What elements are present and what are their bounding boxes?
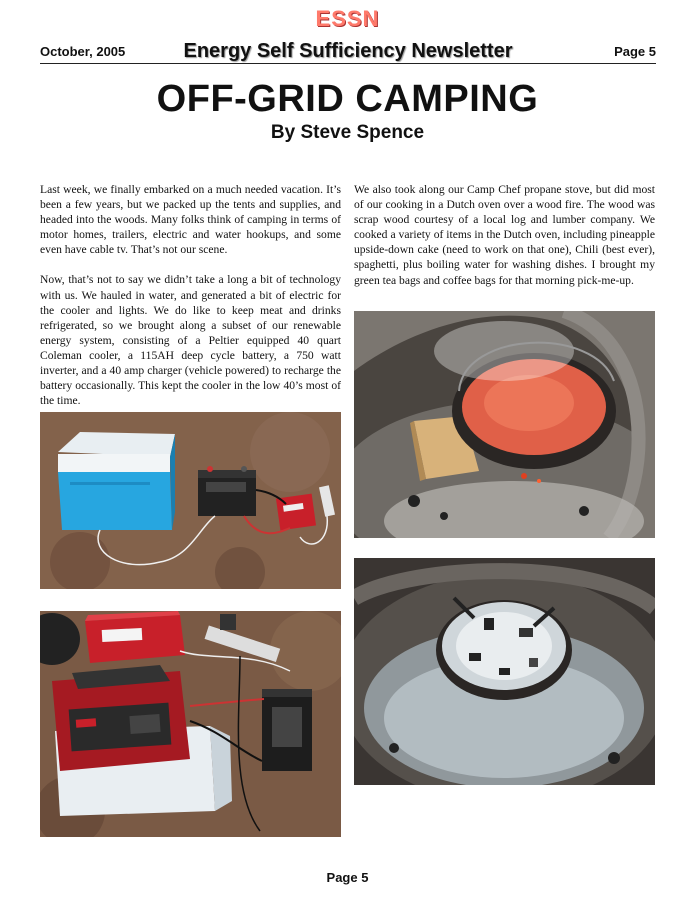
footer-page-number: Page 5 (326, 870, 369, 885)
issue-date: October, 2005 (40, 44, 126, 59)
masthead-bar (40, 40, 656, 62)
essn-logo: ESSN (315, 6, 380, 31)
article-column-left (40, 182, 341, 423)
photo-dutch-oven-fire (354, 311, 655, 538)
header-page-number: Page 5 (614, 44, 656, 59)
article-byline: By Steve Spence (270, 122, 425, 143)
article-headline: OFF-GRID CAMPING (156, 78, 539, 120)
newsletter-title: Energy Self Sufficiency Newsletter (183, 40, 513, 62)
paragraph: Last week, we finally embarked on a much needed vacation. It’s been a few years, but we packed up the tents and supplies, and headed into the woods. Many folks think of camping in terms of motor homes, trailers, electric and water hookups, and some even have cable tv. That’s not our scene. (40, 183, 341, 257)
photo-charger-setup (40, 611, 341, 837)
paragraph: We also took along our Camp Chef propane stove, but did most of our cooking in a Dutch oven over a wood fire. The wood was scrap wood courtesy of a local log and lumber company. We cooked a variety of items in the Dutch oven, including pineapple upside-down cake (need to work on that one), Chili (best ever), spaghetti, plus boiling water for washing dishes. I brought my green tea bags and coffee bags for that morning pick-me-up. (354, 183, 655, 287)
paragraph: Now, that’s not to say we didn’t take a long a bit of technology with us. We hauled in water, and generated a bit of electric for the cooler and lights. We do like to keep meat and drinks refrigerated, so we brought along a subset of our renewable energy system, consisting of a Peltier equipped 40 quart Coleman cooler, a 115AH deep cycle battery, a 750 watt inverter, and a 40 amp charger (vehicle powered) to recharge the battery occasionally. This kept the cooler in the low 40’s most of the time. (40, 273, 341, 408)
header-rule (40, 63, 656, 64)
photo-coals-on-lid (354, 558, 655, 785)
photo-cooler-battery-inverter (40, 412, 341, 589)
article-column-right (354, 182, 655, 303)
